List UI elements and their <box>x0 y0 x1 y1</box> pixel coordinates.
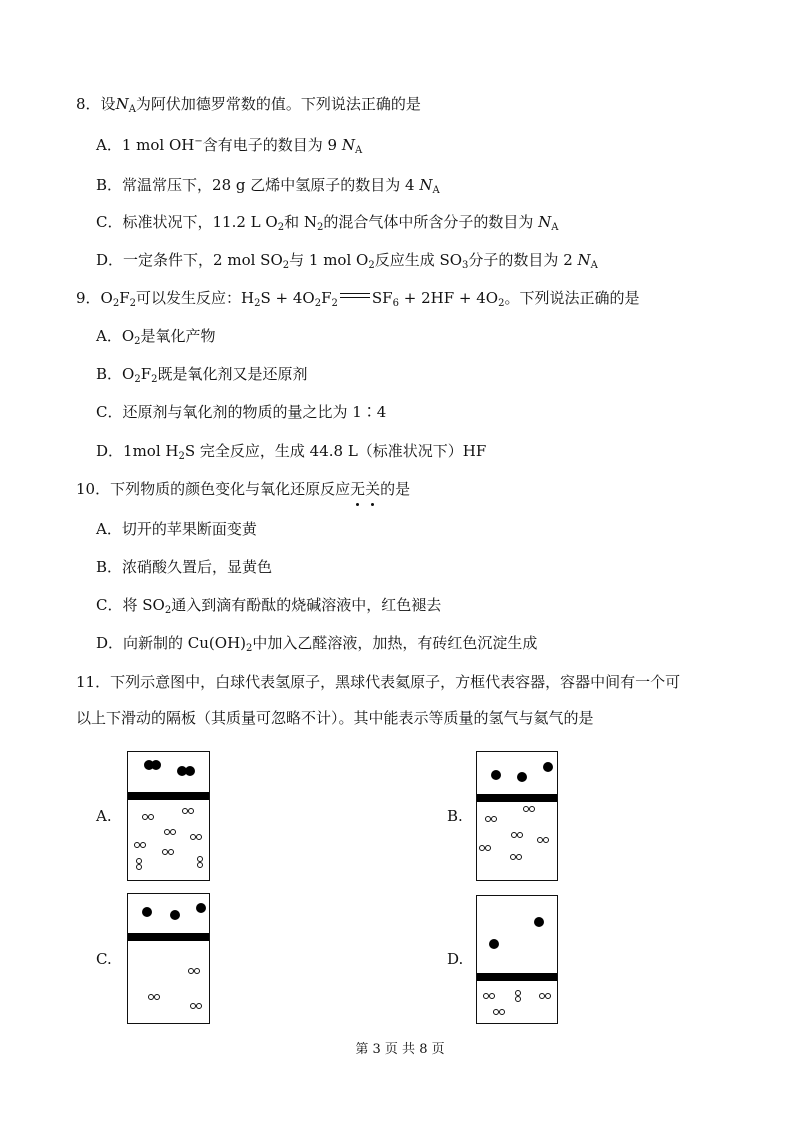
equals-sign-icon <box>338 291 372 301</box>
hydrogen-molecule-icon <box>537 837 551 844</box>
q10-option-b: B．浓硝酸久置后，显黄色 <box>96 558 273 576</box>
q8-option-b: B．常温常压下，28 g 乙烯中氢原子的数目为 4 $N_A$ <box>96 176 440 196</box>
figure-c-label: C. <box>96 950 112 968</box>
container-a <box>127 751 210 881</box>
partition-bar <box>477 794 557 802</box>
helium-atom-icon <box>489 939 499 949</box>
helium-atom-icon <box>491 770 501 780</box>
helium-atom-icon <box>185 766 195 776</box>
q9-option-d: D．1mol $H_2S$ 完全反应，生成 44.8 L（标准状况下）HF <box>96 442 487 462</box>
helium-atom-icon <box>151 760 161 770</box>
q8-option-a: A．1 mol OH−含有电子的数目为 9 $N_A$ <box>96 136 363 156</box>
partition-bar <box>128 792 209 800</box>
container-b <box>476 751 558 881</box>
q11-stem-line1: 11．下列示意图中，白球代表氢原子，黑球代表氦原子，方框代表容器，容器中间有一个可 <box>76 673 681 691</box>
q8-stem: 8．设$N_A$为阿伏加德罗常数的值。下列说法正确的是 <box>76 95 421 115</box>
hydrogen-molecule-icon <box>136 858 143 872</box>
q11-stem-line2: 以上下滑动的隔板（其质量可忽略不计）。其中能表示等质量的氢气与氦气的是 <box>76 709 594 727</box>
q10-option-d: D．向新制的 $Cu(OH)_2$中加入乙醛溶液，加热，有砖红色沉淀生成 <box>96 634 538 654</box>
partition-bar <box>128 933 209 941</box>
hydrogen-molecule-icon <box>515 990 522 1004</box>
hydrogen-molecule-icon <box>134 842 148 849</box>
q8-option-c: C．标准状况下，11.2 L $O_2$和 $N_2$的混合气体中所含分子的数目为 $N_A$ <box>96 213 559 233</box>
helium-atom-icon <box>142 907 152 917</box>
helium-atom-icon <box>170 910 180 920</box>
hydrogen-molecule-icon <box>485 816 499 823</box>
hydrogen-molecule-icon <box>190 834 204 841</box>
hydrogen-molecule-icon <box>483 993 497 1000</box>
hydrogen-molecule-icon <box>188 968 202 975</box>
figure-d-label: D. <box>447 950 464 968</box>
helium-atom-icon <box>543 762 553 772</box>
q8-option-d: D．一定条件下，2 mol $SO_2$与 1 mol $O_2$反应生成 $SO_3$分子的数目为 2 $N_A$ <box>96 251 598 271</box>
hydrogen-molecule-icon <box>162 849 176 856</box>
q10-stem: 10．下列物质的颜色变化与氧化还原反应无关的是 <box>76 480 411 498</box>
hydrogen-molecule-icon <box>164 829 178 836</box>
hydrogen-molecule-icon <box>511 832 525 839</box>
hydrogen-molecule-icon <box>142 814 156 821</box>
q9-option-a: A．$O_2$是氧化产物 <box>96 327 216 347</box>
helium-atom-icon <box>196 903 206 913</box>
hydrogen-molecule-icon <box>148 994 162 1001</box>
hydrogen-molecule-icon <box>479 845 493 852</box>
partition-bar <box>477 973 557 981</box>
hydrogen-molecule-icon <box>182 808 196 815</box>
figure-a-label: A. <box>96 807 112 825</box>
figure-b-label: B. <box>447 807 463 825</box>
hydrogen-molecule-icon <box>197 856 204 870</box>
page-footer: 第 3 页 共 8 页 <box>355 1042 445 1057</box>
q9-stem: 9．$O_2F_2$可以发生反应：$H_2S + 4O_2F_2$ $SF_6 + 2HF + 4O_2$。下列说法正确的是 <box>76 289 640 309</box>
hydrogen-molecule-icon <box>510 854 524 861</box>
hydrogen-molecule-icon <box>493 1009 507 1016</box>
helium-atom-icon <box>517 772 527 782</box>
container-c <box>127 893 210 1024</box>
q9-option-b: B．$O_2F_2$既是氧化剂又是还原剂 <box>96 365 308 385</box>
helium-atom-icon <box>534 917 544 927</box>
hydrogen-molecule-icon <box>539 993 553 1000</box>
q10-option-a: A．切开的苹果断面变黄 <box>96 520 257 538</box>
q9-option-c: C．还原剂与氧化剂的物质的量之比为 1∶4 <box>96 403 387 421</box>
hydrogen-molecule-icon <box>523 806 537 813</box>
hydrogen-molecule-icon <box>190 1003 204 1010</box>
q10-option-c: C．将 $SO_2$通入到滴有酚酞的烧碱溶液中，红色褪去 <box>96 596 442 616</box>
container-d <box>476 895 558 1024</box>
